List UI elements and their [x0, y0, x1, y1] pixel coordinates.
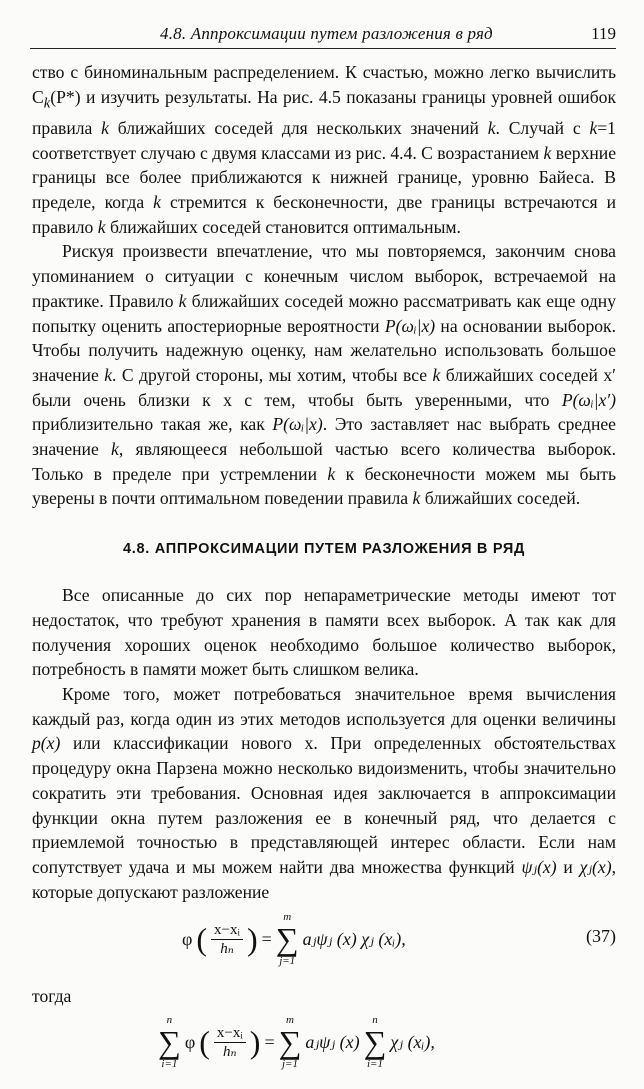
paragraph-1: ство с биноминальным распределением. К счастью, можно легко вычислить $C_k(P*)$ и изучить результаты. На рис. 4.5 показаны границы уровней ошибок правила k ближайших соседей для нескольких значений k. Случай с k=1 соответствует случаю с двумя классами из рис. 4.4. С возрастанием k верхние границы все более приближаются к нижней границе, уровню Байеса. В пределе, когда k стремится к бесконечности, две границы встречаются и правило k ближайших соседей становится оптимальным. — [32, 62, 617, 237]
eq37-sum: m ∑ j=1 — [275, 911, 299, 968]
paragraph-2: Рискуя произвести впечатление, что мы повторяемся, закончим снова упоминанием о ситуации с конечным числом выборок, встречаемой на практике. Правило k ближайших соседей можно рассматривать как еще одну попытку оценить апостериорные вероятности P(ωᵢ|x) на основании выборок. Чтобы получить надежную оценку, нам желательно использовать большое значение k. С другой стороны, мы хотим, чтобы все k ближайших соседей x′ были очень близки к x с тем, чтобы быть уверенными, что P(ωᵢ|x′) приблизительно такая же, как P(ωᵢ|x). Это заставляет нас выбрать среднее значение k, являющееся небольшой частью всего количества выборок. Только в пределе при устремлении k к бесконечности можем мы быть уверены в почти оптимальном поведении правила k ближайших соседей. — [32, 241, 616, 509]
eq37-func: φ — [182, 928, 193, 949]
equation-number: (37) — [586, 926, 616, 947]
running-title: 4.8. Аппроксимации путем разложения в ряд — [160, 24, 493, 43]
eq37-fraction: $\frac{\text{x−xᵢ}}{\text{hₙ}}$ — [211, 921, 243, 958]
page-number: 119 — [591, 24, 616, 43]
page-body — [32, 60, 616, 1089]
equation-38: n ∑ i=1 φ ( $\frac{\text{x−xᵢ}}{\text{hₙ}}$ ) = m ∑ j=1 aⱼψⱼ (x) n ∑ i=1 χⱼ (xᵢ), — [158, 1014, 435, 1071]
paragraph-4: Кроме того, может потребоваться значительное время вычисления каждый раз, когда один из этих методов используется для оценки величины p(x) или классификации нового x. При определенных обстоятельствах процедуру окна Парзена можно несколько видоизменить, чтобы значительно сократить эти требования. Основная идея заключается в аппроксимации функции окна путем разложения ее в конечный ряд, что делается с приемлемой точностью в представляющей интерес области. Если нам сопутствует удача и мы можем найти два множества функций ψⱼ(x) и χⱼ(x), которые допускают разложение — [32, 683, 616, 902]
paragraph-3: Все описанные до сих пор непараметрические методы имеют тот недостаток, что требуют хранения в памяти всех выборок. А так как для получения хороших оценок необходимо большое количество выборок, потребность в памяти может быть слишком велика. — [32, 585, 616, 680]
section-heading: 4.8. АППРОКСИМАЦИИ ПУТЕМ РАЗЛОЖЕНИЯ В РЯД — [123, 541, 525, 558]
then-text: тогда — [32, 986, 72, 1007]
running-head — [30, 22, 616, 49]
equation-37: φ ( $\frac{\text{x−xᵢ}}{\text{hₙ}}$ ) = m ∑ j=1 aⱼψⱼ (x) χⱼ (xᵢ), (37) — [182, 911, 616, 968]
